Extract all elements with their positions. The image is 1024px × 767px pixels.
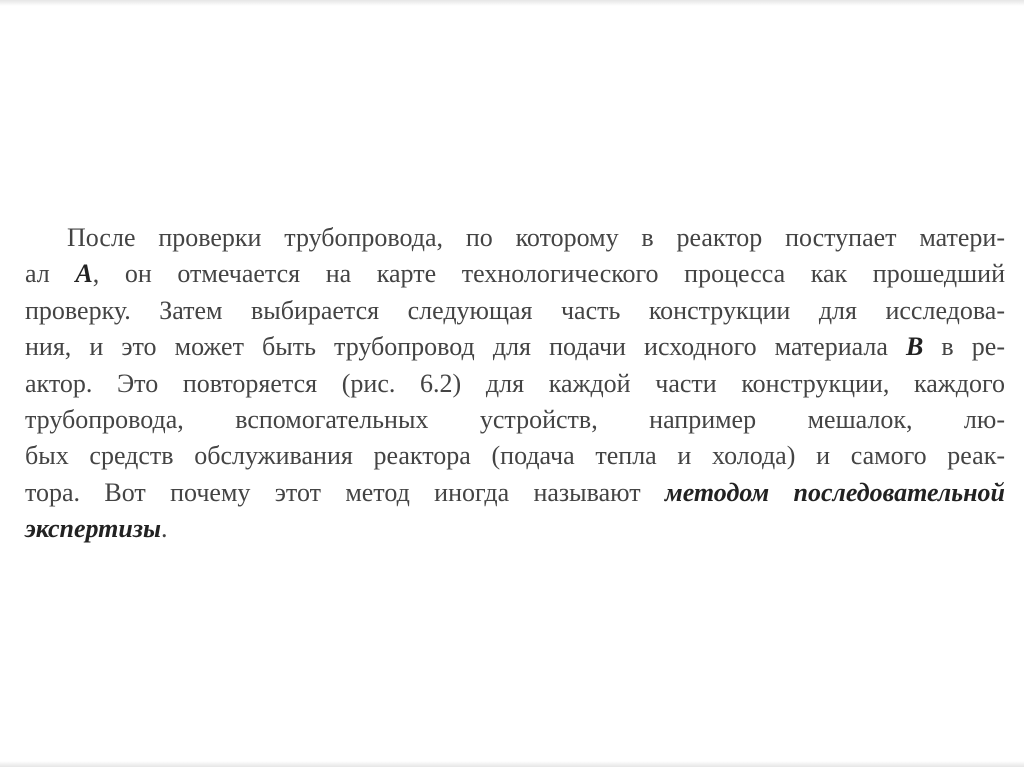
- text-line-6: [25, 402, 1005, 438]
- line-text: ния, и это может быть трубопровод для подачи исходного материала: [25, 332, 906, 362]
- emphasis-text: B: [906, 332, 924, 362]
- page-bottom-edge: [0, 761, 1024, 767]
- text-line-5: [25, 366, 1005, 402]
- line-text: тора. Вот почему этот метод иногда называют: [25, 477, 665, 507]
- text-line-8: [25, 475, 1005, 511]
- page-top-edge: [0, 0, 1024, 6]
- line-text: ал: [25, 259, 76, 289]
- text-line-1: [25, 220, 1005, 256]
- line-text: актор. Это повторяется (рис. 6.2) для каждой части конструкции, каждого: [25, 368, 1005, 398]
- text-line-2: [25, 256, 1005, 292]
- text-line-7: [25, 438, 1005, 474]
- line-text: .: [161, 514, 168, 544]
- emphasis-text: методом последовательной: [664, 477, 1005, 507]
- line-text: проверку. Затем выбирается следующая часть конструкции для исследова-: [25, 295, 1005, 325]
- line-text: трубопровода, вспомогательных устройств, например мешалок, лю-: [25, 404, 1005, 434]
- line-text: После проверки трубопровода, по которому в реактор поступает матери-: [67, 223, 1005, 252]
- line-text: бых средств обслуживания реактора (подача тепла и холода) и самого реак-: [25, 441, 1005, 471]
- text-line-3: [25, 293, 1005, 329]
- line-text: в ре-: [923, 332, 1005, 362]
- emphasis-text: экспертизы: [25, 514, 162, 544]
- line-text: , он отмечается на карте технологического процесса как прошедший: [92, 259, 1005, 289]
- body-paragraph: [25, 220, 1005, 548]
- text-line-9: [25, 511, 1005, 547]
- text-line-4: [25, 329, 1005, 365]
- emphasis-text: A: [75, 259, 93, 289]
